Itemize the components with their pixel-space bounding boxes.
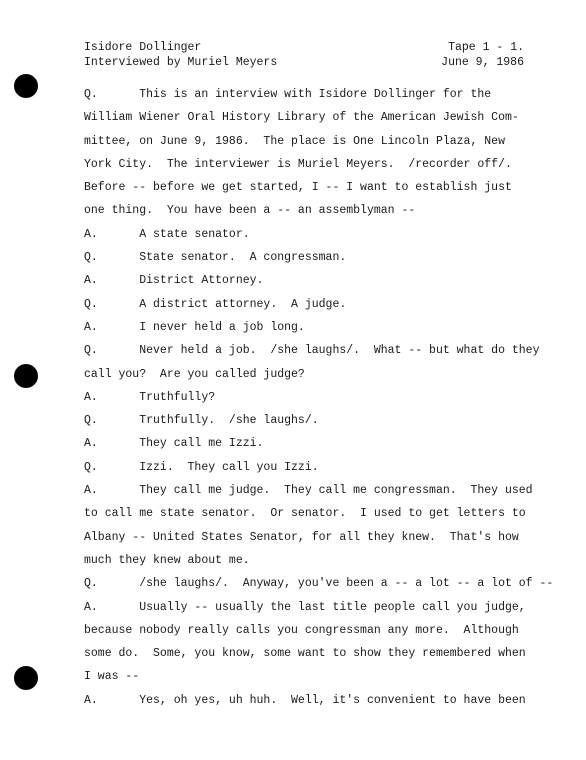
transcript-line: A. Usually -- usually the last title people call you judge, [84,600,526,614]
binder-hole-top [14,74,38,98]
transcript-line: some do. Some, you know, some want to show they remembered when [84,647,526,661]
transcript-line: I was -- [84,670,140,684]
binder-hole-bottom [14,666,38,690]
transcript-line: A. Yes, oh yes, uh huh. Well, it's convenient to have been [84,693,526,707]
transcript-line: Q. Izzi. They call you Izzi. [84,460,319,474]
transcript-line: A. They call me judge. They call me congressman. They used [84,484,533,498]
transcript-body [84,88,554,717]
transcript-line: A. A state senator. [84,227,250,241]
interview-date: June 9, 1986 [441,56,524,69]
transcript-line: A. Truthfully? [84,390,216,404]
transcript-line: much they knew about me. [84,553,250,567]
header-row-1 [84,40,524,55]
header-row-2 [84,55,524,70]
transcript-line: because nobody really calls you congressman any more. Although [84,623,519,637]
transcript-line: one thing. You have been a -- an assemblyman -- [84,204,416,218]
transcript-line: Q. /she laughs/. Anyway, you've been a -- a lot -- a lot of -- [84,577,554,591]
transcript-line: York City. The interviewer is Muriel Meyers. /recorder off/. [84,157,512,171]
transcript-line: A. They call me Izzi. [84,437,264,451]
transcript-line: call you? Are you called judge? [84,367,305,381]
transcript-line: Q. State senator. A congressman. [84,251,347,265]
interviewee-name: Isidore Dollinger [84,41,202,54]
transcript-line: A. District Attorney. [84,274,264,288]
transcript-line: mittee, on June 9, 1986. The place is One Lincoln Plaza, New [84,134,505,148]
binder-hole-middle [14,364,38,388]
transcript-line: Q. Truthfully. /she laughs/. [84,414,319,428]
transcript-line: Q. Never held a job. /she laughs/. What -- but what do they [84,344,540,358]
transcript-line: to call me state senator. Or senator. I used to get letters to [84,507,526,521]
transcript-line: Albany -- United States Senator, for all they knew. That's how [84,530,519,544]
transcript-line: William Wiener Oral History Library of the American Jewish Com- [84,111,519,125]
transcript-line: A. I never held a job long. [84,320,305,334]
interviewer-name: Interviewed by Muriel Meyers [84,56,278,69]
tape-number: Tape 1 - 1. [448,41,524,54]
transcript-line: Q. This is an interview with Isidore Dollinger for the [84,88,492,101]
document-header [84,40,524,70]
transcript-line: Q. A district attorney. A judge. [84,297,347,311]
transcript-line: Before -- before we get started, I -- I want to establish just [84,181,512,195]
